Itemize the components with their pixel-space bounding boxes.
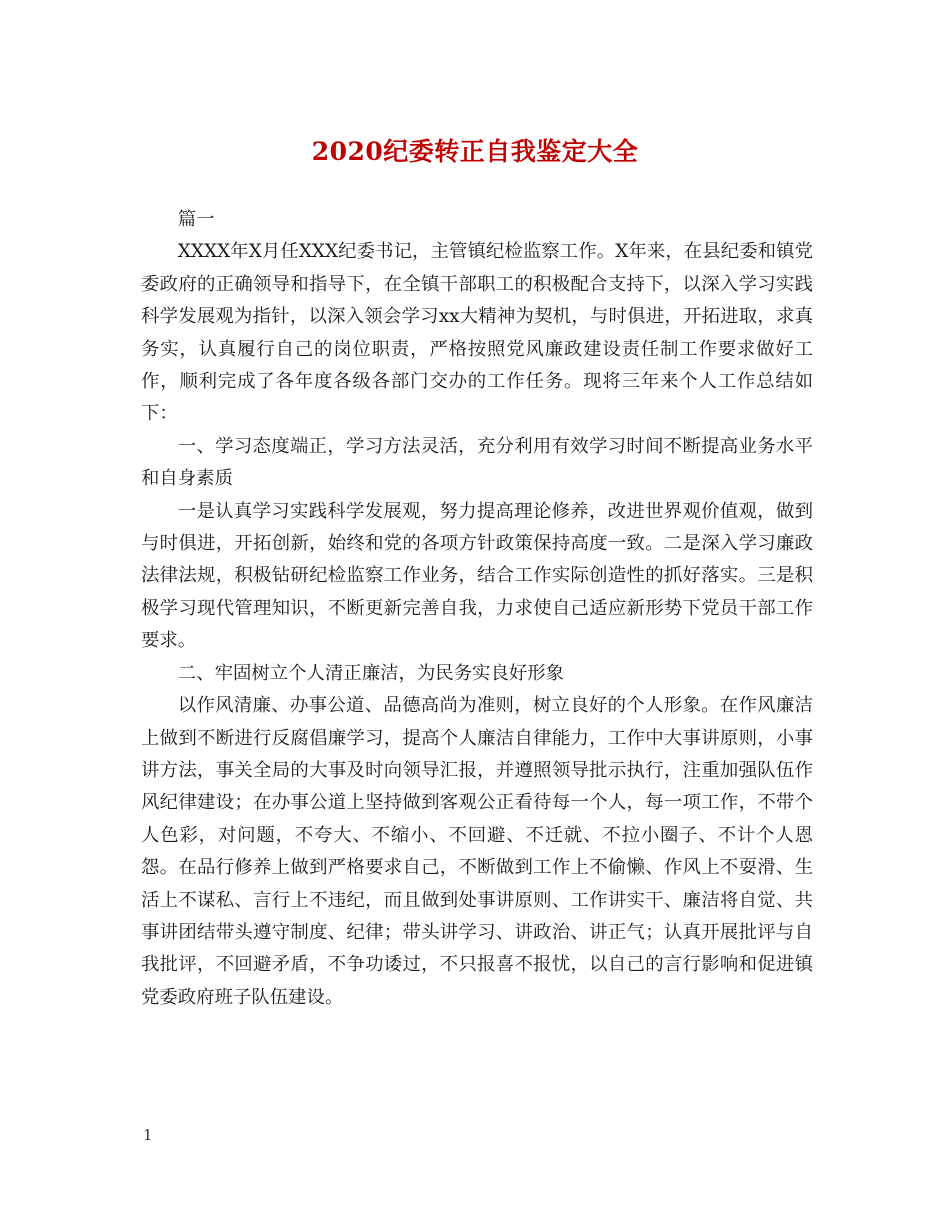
page-number: 1 — [143, 1126, 153, 1144]
section-label: 篇一 — [177, 209, 215, 230]
document-body — [141, 204, 813, 1014]
intro-paragraph: XXXX年X月任XXX纪委书记，主管镇纪检监察工作。X年来，在县纪委和镇党委政府的正确领导和指导下，在全镇干部职工的积极配合支持下，以深入学习实践科学发展观为指针，以深入领会学习xx大精神为契机，与时俱进，开拓进取，求真务实，认真履行自己的岗位职责，严格按照党风廉政建设责任制工作要求做好工作，顺利完成了各年度各级各部门交办的工作任务。现将三年来个人工作总结如下： — [141, 241, 813, 425]
section-heading-1: 一、学习态度端正，学习方法灵活，充分利用有效学习时间不断提高业务水平和自身素质 — [141, 435, 813, 490]
document-title: 2020纪委转正自我鉴定大全 — [311, 137, 639, 166]
section-body-1: 一是认真学习实践科学发展观，努力提高理论修养，改进世界观价值观，做到与时俱进，开拓创新，始终和党的各项方针政策保持高度一致。二是深入学习廉政法律法规，积极钻研纪检监察工作业务，结合工作实际创造性的抓好落实。三是积极学习现代管理知识，不断更新完善自我，力求使自己适应新形势下党员干部工作要求。 — [141, 500, 813, 652]
section-heading-2: 二、牢固树立个人清正廉洁，为民务实良好形象 — [177, 662, 565, 684]
section-body-2: 以作风清廉、办事公道、品德高尚为准则，树立良好的个人形象。在作风廉洁上做到不断进行反腐倡廉学习，提高个人廉洁自律能力，工作中大事讲原则，小事讲方法，事关全局的大事及时向领导汇报，并遵照领导批示执行，注重加强队伍作风纪律建设；在办事公道上坚持做到客观公正看待每一个人，每一项工作，不带个人色彩，对问题，不夸大、不缩小、不回避、不迁就、不拉小圈子、不计个人恩怨。在品行修养上做到严格要求自己，不断做到工作上不偷懒、作风上不耍滑、生活上不谋私、言行上不违纪，而且做到处事讲原则、工作讲实干、廉洁将自觉、共事讲团结带头遵守制度、纪律；带头讲学习、讲政治、讲正气；认真开展批评与自我批评，不回避矛盾，不争功诿过，不只报喜不报忧，以自己的言行影响和促进镇党委政府班子队伍建设。 — [141, 695, 813, 1008]
